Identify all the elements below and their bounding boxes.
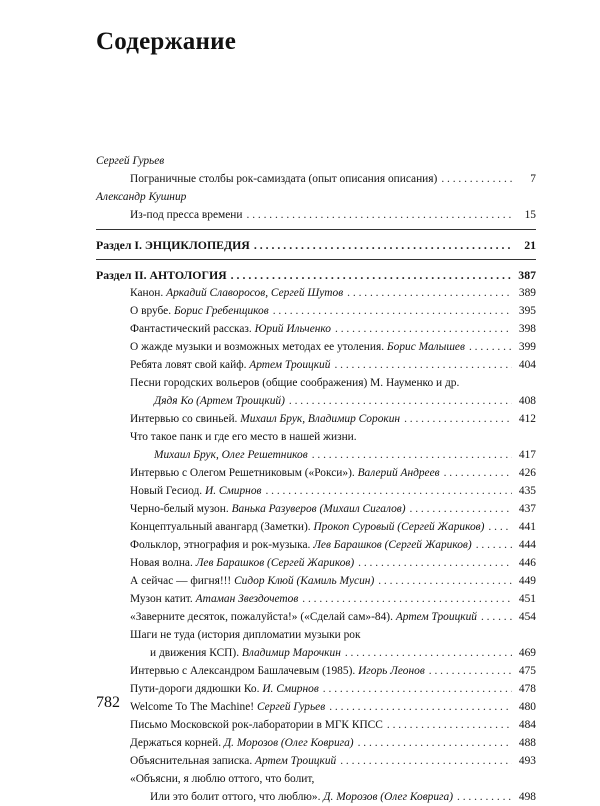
entry-text <box>130 590 298 608</box>
entry-author: Михаил Брук, Олег Решетников <box>154 449 308 461</box>
toc-entry[interactable] <box>96 536 536 554</box>
entry-page: 417 <box>518 449 536 461</box>
toc-entry[interactable] <box>96 410 536 428</box>
entry-author: Валерий Андреев <box>357 467 440 479</box>
entry-text <box>130 410 400 428</box>
section-label: Раздел II. АНТОЛОГИЯ <box>96 268 227 282</box>
toc-entry-line[interactable] <box>96 428 536 446</box>
toc-entry[interactable] <box>96 518 536 536</box>
entry-author: Д. Морозов (Олег Ковригa) <box>223 737 354 749</box>
leader-dots <box>476 536 512 554</box>
toc-entry[interactable] <box>96 170 536 188</box>
section-page: 387 <box>518 268 536 282</box>
entry-page: 451 <box>518 593 536 605</box>
toc-entry[interactable] <box>96 608 536 626</box>
entry-title: Письмо Московской рок-лаборатории в МГК КПСС <box>130 719 383 731</box>
toc-entry[interactable] <box>96 356 536 374</box>
entry-author: И. Смирнов <box>262 683 319 695</box>
entry-author: Ванька Разуверов (Михаил Сигалов) <box>231 503 406 515</box>
leader-dots <box>488 518 512 536</box>
entry-page: 395 <box>518 305 536 317</box>
toc-entry-line[interactable] <box>96 374 536 392</box>
entry-text <box>130 734 354 752</box>
entry-title: Держаться корней. <box>130 737 222 749</box>
entry-title: Ребята ловят свой кайф. <box>130 359 247 371</box>
leader-dots <box>347 284 512 302</box>
entry-title: Пути-дороги дядюшки Ко. <box>130 683 260 695</box>
entry-text <box>130 752 336 770</box>
entry-author: Атаман Звездочетов <box>195 593 299 605</box>
toc-entry[interactable] <box>96 752 536 770</box>
leader-dots <box>469 338 512 356</box>
toc-entry[interactable] <box>96 338 536 356</box>
entry-page: 437 <box>518 503 536 515</box>
leader-dots <box>345 644 512 662</box>
entry-author: Владимир Марочкин <box>241 647 341 659</box>
entry-title: Концептуальный авангард (Заметки). <box>130 521 311 533</box>
leader-dots <box>323 680 512 698</box>
leader-dots <box>265 482 512 500</box>
toc-entry[interactable] <box>96 680 536 698</box>
leader-dots <box>410 500 512 518</box>
anthology-entries <box>96 284 536 806</box>
leader-dots <box>302 590 512 608</box>
toc-entry[interactable] <box>96 320 536 338</box>
entry-title: «Заверните десяток, пожалуйста!» («Сделай сам»-84). <box>130 611 393 623</box>
entry-text <box>130 662 425 680</box>
entry-page: 399 <box>518 341 536 353</box>
entry-author: Сергей Гурьев <box>256 701 326 713</box>
entry-title: Шаги не туда (история дипломатии музыки рок <box>130 629 361 641</box>
entry-title: Песни городских вольеров (общие соображения) М. Науменко и др. <box>130 377 460 389</box>
leader-dots <box>404 410 512 428</box>
leader-dots <box>312 446 512 464</box>
leader-dots <box>247 206 513 224</box>
table-of-contents <box>96 152 536 806</box>
toc-entry-line[interactable] <box>96 446 536 464</box>
leader-dots <box>378 572 512 590</box>
section-heading-1[interactable] <box>96 236 536 254</box>
leader-dots <box>444 464 512 482</box>
entry-author: Прокоп Суровый (Сергей Жариков) <box>313 521 485 533</box>
leader-dots <box>387 716 512 734</box>
entry-title: Новый Гесиод. <box>130 485 203 497</box>
entry-text <box>130 680 319 698</box>
entry-author: Лев Барашков (Сергей Жариков) <box>195 557 355 569</box>
toc-entry-line[interactable] <box>96 770 536 788</box>
entry-author: Артем Троицкий <box>255 755 337 767</box>
toc-entry[interactable] <box>96 464 536 482</box>
toc-entry[interactable] <box>96 554 536 572</box>
leader-dots <box>335 320 512 338</box>
entry-title: Интервью со свиньей. <box>130 413 238 425</box>
entry-title-cont: и движения КСП). <box>150 647 240 659</box>
section-heading-2[interactable] <box>96 266 536 284</box>
leader-dots <box>231 266 512 284</box>
toc-entry-line[interactable] <box>96 788 536 806</box>
entry-text <box>130 482 261 500</box>
entry-page: 435 <box>518 485 536 497</box>
entry-author: Борис Гребенщиков <box>173 305 269 317</box>
entry-page: 478 <box>518 683 536 695</box>
entry-title: «Объясни, я люблю оттого, что болит, <box>130 773 315 785</box>
entry-title: Фантастический рассказ. <box>130 323 252 335</box>
entry-text <box>130 320 331 338</box>
leader-dots <box>273 302 512 320</box>
entry-page: 444 <box>518 539 536 551</box>
toc-entry[interactable] <box>96 572 536 590</box>
entry-text <box>130 284 343 302</box>
entry-author: Сидор Клюй (Камиль Мусин) <box>234 575 375 587</box>
leader-dots <box>457 788 512 806</box>
entry-author: Аркадий Славоросов, Сергей Шутов <box>166 287 344 299</box>
toc-entry-line[interactable] <box>96 644 536 662</box>
toc-entry[interactable] <box>96 716 536 734</box>
toc-entry[interactable] <box>96 482 536 500</box>
intro-author-1: Сергей Гурьев <box>96 155 165 167</box>
entry-page: 7 <box>530 173 536 185</box>
leader-dots <box>334 356 512 374</box>
entry-page: 493 <box>518 755 536 767</box>
divider <box>96 259 536 260</box>
entry-title: Welcome To The Machine! <box>130 701 255 713</box>
leader-dots <box>340 752 512 770</box>
toc-entry[interactable] <box>96 662 536 680</box>
entry-author: Борис Малышев <box>386 341 465 353</box>
entry-author: Юрий Ильченко <box>254 323 332 335</box>
entry-title: Черно-белый музон. <box>130 503 229 515</box>
entry-text <box>130 788 453 806</box>
leader-dots <box>441 170 512 188</box>
entry-author: Игорь Леонов <box>358 665 425 677</box>
entry-title: Интервью с Олегом Решетниковым («Рокси»). <box>130 467 355 479</box>
entry-author: Д. Морозов (Олег Ковригa) <box>323 791 453 803</box>
leader-dots <box>358 734 512 752</box>
entry-title: Музон катит. <box>130 593 193 605</box>
entry-text <box>130 536 472 554</box>
intro-author-2: Александр Кушнир <box>96 191 187 203</box>
toc-entry-line[interactable] <box>96 626 536 644</box>
page-title: Содержание <box>96 28 237 55</box>
section-page: 21 <box>524 238 536 252</box>
page-number: 782 <box>96 694 120 711</box>
entry-title: Фольклор, этнография и рок-музыка. <box>130 539 311 551</box>
toc-entry[interactable] <box>96 734 536 752</box>
entry-title: Объяснительная записка. <box>130 755 253 767</box>
entry-page: 426 <box>518 467 536 479</box>
entry-page: 15 <box>524 209 536 221</box>
entry-page: 398 <box>518 323 536 335</box>
entry-page: 480 <box>518 701 536 713</box>
entry-page: 498 <box>518 791 536 803</box>
entry-page: 469 <box>518 647 536 659</box>
entry-text <box>130 464 440 482</box>
entry-author: Артем Троицкий <box>249 359 331 371</box>
entry-page: 412 <box>518 413 536 425</box>
entry-page: 404 <box>518 359 536 371</box>
leader-dots <box>429 662 512 680</box>
entry-text <box>130 302 269 320</box>
toc-entry-line[interactable] <box>96 392 536 410</box>
leader-dots <box>329 698 512 716</box>
entry-title-cont: Или это болит оттого, что люблю». <box>150 791 321 803</box>
entry-text <box>130 716 383 734</box>
entry-page: 408 <box>518 395 536 407</box>
entry-author: Артем Троицкий <box>395 611 477 623</box>
entry-title: Что такое панк и где его место в нашей жизни. <box>130 431 357 443</box>
entry-title: Из-под пресса времени <box>130 209 243 221</box>
entry-title: Новая волна. <box>130 557 193 569</box>
entry-text <box>130 608 477 626</box>
toc-entry[interactable] <box>96 284 536 302</box>
toc-entry[interactable] <box>96 500 536 518</box>
entry-page: 441 <box>518 521 536 533</box>
entry-author: Дядя Ко (Артем Троицкий) <box>154 395 285 407</box>
toc-entry[interactable] <box>96 698 536 716</box>
entry-author: Михаил Брук, Владимир Сорокин <box>240 413 401 425</box>
entry-page: 446 <box>518 557 536 569</box>
entry-author: Лев Барашков (Сергей Жариков) <box>313 539 472 551</box>
entry-page: 454 <box>518 611 536 623</box>
entry-title: А сейчас — фигня!!! <box>130 575 232 587</box>
toc-entry[interactable] <box>96 590 536 608</box>
leader-dots <box>254 236 512 254</box>
entry-page: 389 <box>518 287 536 299</box>
entry-page: 449 <box>518 575 536 587</box>
entry-text <box>130 518 484 536</box>
leader-dots <box>289 392 512 410</box>
entry-title: Канон. <box>130 287 164 299</box>
entry-text <box>130 698 325 716</box>
entry-text <box>130 500 406 518</box>
entry-page: 488 <box>518 737 536 749</box>
divider <box>96 229 536 230</box>
entry-text <box>130 356 330 374</box>
leader-dots <box>358 554 512 572</box>
toc-entry[interactable] <box>96 206 536 224</box>
entry-text <box>130 572 374 590</box>
entry-title: Интервью с Александром Башлачевым (1985). <box>130 665 356 677</box>
entry-title: Пограничные столбы рок-самиздата (опыт описания описания) <box>130 173 438 185</box>
leader-dots <box>481 608 512 626</box>
entry-page: 484 <box>518 719 536 731</box>
entry-text <box>130 644 341 662</box>
entry-text <box>130 338 465 356</box>
entry-author: И. Смирнов <box>204 485 262 497</box>
entry-page: 475 <box>518 665 536 677</box>
toc-entry[interactable] <box>96 302 536 320</box>
entry-title: О врубе. <box>130 305 172 317</box>
entry-title: О жажде музыки и возможных методах ее утоления. <box>130 341 385 353</box>
section-label: Раздел I. ЭНЦИКЛОПЕДИЯ <box>96 238 250 252</box>
entry-text <box>130 554 354 572</box>
